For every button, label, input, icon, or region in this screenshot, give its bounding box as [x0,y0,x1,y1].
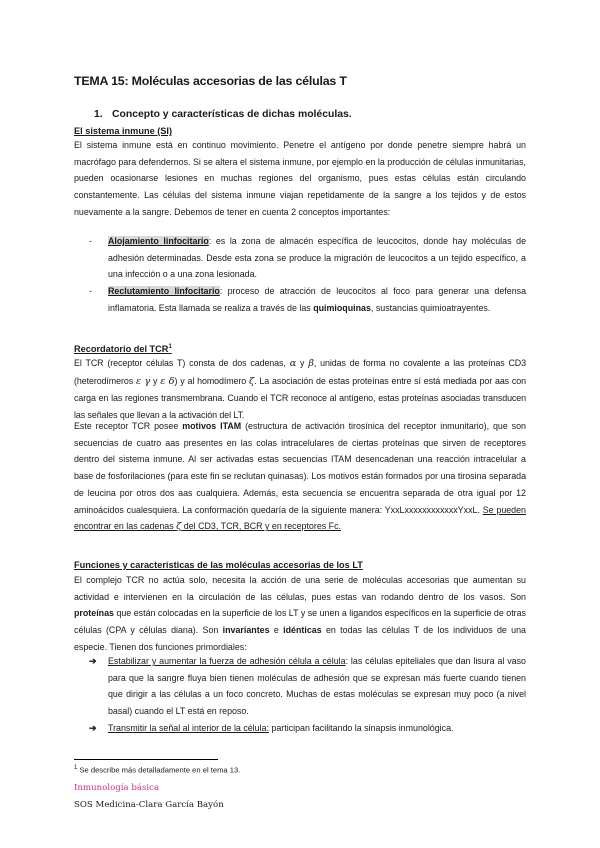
epsilon-gamma-symbol: ε γ [135,375,151,387]
footer-course: Inmunología básica [74,783,160,793]
list-item [89,283,526,316]
itam-bold: motivos ITAM [182,421,242,431]
tcr-heading [74,344,172,354]
underlined-text: del CD3, TCR, BCR y en receptores Fc. [181,521,341,532]
text: ) y al homodímero [174,375,250,386]
footnote-mark: 1 [74,765,78,771]
bullet-text: , sustancias quimioatrayentes. [370,302,491,313]
text: El complejo TCR no actúa solo, necesita la acción de una serie de moléculas accesorias que aumentan su actividad e intervienen en la circulación de las células, pues estas van rodando dentro de los vasos. Son [74,575,526,602]
footnote-reference[interactable]: 1 [168,344,172,350]
functions-heading: Funciones y características de las moléculas accesorias de los LT [74,560,363,570]
text: : las células epiteliales que dan lisura al vaso para que la sangre fluya bien tienen moléculas de adhesión que se expresan más fuerte cuando tienen que dirigir a las células a un foco concreto. Muchas de estas moléculas se expresan muy poco (a nivel basal) cuando el LT está en reposo. [108,656,526,717]
text: que están colocadas en la superficie de los LT y se unen a ligandos específicos en la superficie de otras células (CPA y células diana). Son [74,608,526,636]
arrow-right-icon: ➔ [89,656,97,666]
tcr-paragraph-2 [74,418,526,536]
footnote [74,765,240,775]
bold-text: invariantes [222,625,270,636]
underlined-text: Transmitir la señal al interior de la célula: [108,723,269,733]
text: El TCR (receptor células T) consta de dos cadenas, [74,358,290,368]
epsilon-delta-symbol: ε δ [160,375,175,387]
tcr-paragraph-1 [74,355,526,424]
zeta-symbol: ζ [249,375,255,387]
zeta-symbol: ζ [176,521,182,533]
tcr-heading-text: Recordatorio del TCR [74,344,169,355]
footnote-divider [74,759,218,760]
text: y [296,358,309,368]
footnote-text: Se describe más detalladamente en el tema 13. [77,765,241,775]
text: y [150,375,161,386]
text: Este receptor TCR posee [74,421,183,431]
beta-symbol: β [308,358,314,369]
bullet-text: : es la zona de almacén específica de leucocitos, donde hay moléculas de adhesión determinadas. Desde esta zona se produce la migración de leucocitos a un tejido específico, a una infección o a una zona lesionada. [108,236,526,280]
section-title: Concepto y características de dichas moléculas. [112,109,352,120]
immune-system-heading: El sistema inmune (SI) [74,126,173,136]
text: (estructura de activación tirosínica del receptor inmunitario), que son secuencias de cuatro aas presentes en las colas intracelulares de ciertas proteínas que sirven de receptores dentro del sistema inmune. Al ser activadas estas secuencias ITAM desencadenan una reacción intracelular a base de fosforilaciones (para este fin se reclutan quinasas). Los motivos están formados por una tirosina separada de leucina por otros dos aas cualquiera. Además, esta secuencia se encuentra separada de otra igual por 12 aminoácidos cualesquiera. La conformación quedaría de la siguiente manera: YxxLxxxxxxxxxxxxYxxL. [74,421,526,515]
bullet-bold: quimioquinas [313,302,371,313]
alpha-symbol: α [289,358,297,369]
text: e [269,625,284,636]
list-item [89,720,526,737]
term-highlight: Alojamiento linfocitario [108,236,209,246]
functions-paragraph [74,572,526,656]
underlined-text: Estabilizar y aumentar la fuerza de adhesión célula a célula [108,656,346,666]
text: participan facilitando la sinapsis inmunológica. [268,723,454,733]
underlined-text: Se pueden encontrar en las cadenas [74,504,526,532]
text: en todas las células T de los individuos de una especie. Tienen dos funciones primordiales: [74,625,526,652]
text: . La asociación de estas proteínas entre sí está mediada por aas con carga en las regiones transmembrana. Cuando el TCR reconoce al antígeno, estas proteínas asociadas transducen las señales que llevan a la activación del LT. [74,375,526,421]
section-number: 1. [94,109,103,120]
immune-system-paragraph: El sistema inmune está en continuo movimiento. Penetre el antígeno por donde penetre siempre habrá un macrófago para defendernos. Si se altera el sistema inmune, por ejemplo en la producción de células inmunitarias, pueden ocasionarse lesiones en muchas regiones del organismo, pues estas células están circulando constantemente. Las células del sistema inmune viajan repetidamente de la sangre a los tejidos y de estos nuevamente a la sangre. Debemos de tener en cuenta 2 conceptos importantes: [74,140,526,217]
term-highlight: Reclutamiento linfocitario [108,286,220,296]
list-item [89,653,526,720]
section-heading [94,109,352,120]
list-item [89,233,526,283]
bullet-marker: - [89,286,92,296]
bold-text: idénticas [283,625,322,636]
bullet-marker: - [89,236,92,246]
text: , unidas de forma no covalente a las proteínas CD3 (heterodímeros [74,358,526,386]
document-title: TEMA 15: Moléculas accesorias de las células T [74,74,347,88]
bullet-text: : proceso de atracción de leucocitos al foco para generar una defensa inflamatoria. Esta llamada se realiza a través de las [108,286,527,313]
bold-text: proteínas [74,608,114,619]
arrow-right-icon: ➔ [89,723,97,733]
footer-author: SOS Medicina-Clara García Bayón [74,800,224,810]
